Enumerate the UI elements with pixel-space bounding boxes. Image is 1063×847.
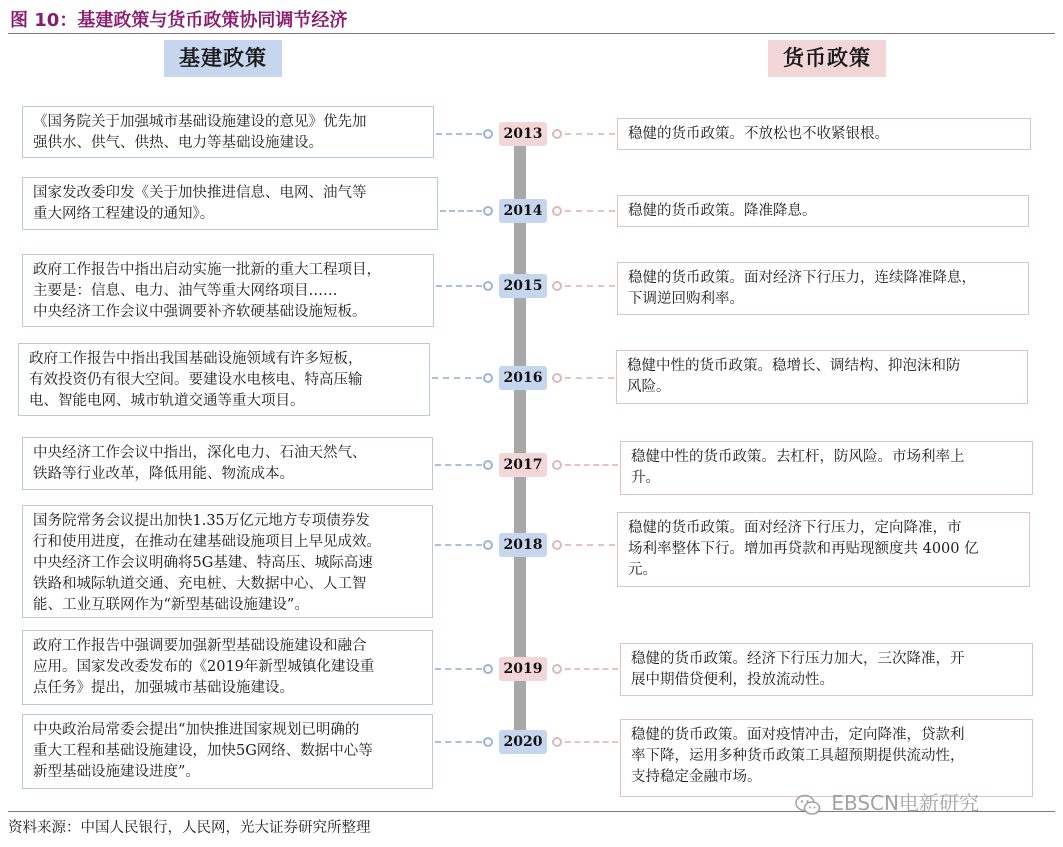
monetary-connector-node: [552, 664, 562, 674]
infra-policy-line: 应用。国家发改委发布的《2019年新型城镇化建设重: [33, 659, 375, 675]
monetary-policy-box: [616, 350, 1028, 404]
infra-policy-box: [22, 254, 434, 327]
infra-policy-line: 中央经济工作会议中指出，深化电力、石油天然气、: [33, 445, 367, 461]
monetary-policy-box: [620, 441, 1033, 495]
infra-policy-line: 《国务院关于加强城市基础设施建设的意见》优先加: [33, 114, 367, 130]
monetary-policy-line: 元。: [628, 562, 657, 578]
infra-policy-line: 铁路和城际轨道交通、充电桩、大数据中心、人工智: [33, 576, 367, 592]
monetary-connector-node: [552, 737, 562, 747]
year-badge: 2015: [499, 274, 547, 298]
infra-policy-line: 中央经济工作会议明确将5G基建、特高压、城际高速: [33, 555, 373, 571]
monetary-policy-box: [617, 262, 1029, 315]
monetary-connector-line: [565, 133, 615, 135]
year-badge: 2018: [499, 533, 547, 557]
infra-policy-box: [22, 106, 434, 158]
monetary-policy-line: 支持稳定金融市场。: [631, 769, 762, 785]
infra-policy-line: 政府工作报告中强调要加强新型基础设施建设和融合: [33, 638, 367, 654]
monetary-policy-line: 下调逆回购利率。: [628, 291, 744, 307]
monetary-policy-line: 稳健的货币政策。降准降息。: [628, 203, 817, 219]
year-badge: 2016: [499, 366, 547, 390]
infra-policy-line: 铁路等行业改革，降低用能、物流成本。: [33, 466, 294, 482]
monetary-policy-line: 稳健的货币政策。面对经济下行压力，定向降准，市: [628, 520, 962, 536]
infra-connector-line: [436, 285, 482, 287]
monetary-connector-node: [552, 206, 562, 216]
infra-connector-node: [483, 540, 493, 550]
monetary-policy-line: 升。: [631, 470, 660, 486]
infra-policy-line: 重大工程和基础设施建设，加快5G网络、数据中心等: [33, 743, 373, 759]
monetary-policy-line: 稳健的货币政策。面对经济下行压力，连续降准降息，: [628, 270, 976, 286]
monetary-connector-node: [552, 540, 562, 550]
infra-connector-line: [440, 210, 482, 212]
infra-policy-line: 主要是：信息、电力、油气等重大网络项目……: [33, 283, 338, 299]
monetary-policy-line: 稳健中性的货币政策。去杠杆，防风险。市场利率上: [631, 449, 965, 465]
infra-policy-line: 政府工作报告中指出启动实施一批新的重大工程项目，: [33, 262, 381, 278]
monetary-connector-node: [552, 281, 562, 291]
monetary-connector-line: [565, 377, 614, 379]
monetary-policy-box: [617, 118, 1031, 150]
monetary-connector-node: [552, 460, 562, 470]
monetary-policy-box: [620, 643, 1033, 696]
infra-connector-line: [435, 544, 482, 546]
wechat-icon: [795, 794, 821, 816]
monetary-connector-line: [565, 741, 618, 743]
year-badge: 2019: [499, 657, 547, 681]
year-badge: 2013: [499, 122, 547, 146]
monetary-policy-line: 率下降，运用多种货币政策工具超预期提供流动性，: [631, 748, 965, 764]
infra-connector-line: [435, 741, 482, 743]
top-divider: [8, 33, 1055, 34]
infra-connector-line: [435, 668, 482, 670]
monetary-policy-line: 风险。: [627, 379, 671, 395]
infra-policy-line: 强供水、供气、供热、电力等基础设施建设。: [33, 135, 323, 151]
infra-policy-box: [22, 630, 433, 705]
monetary-connector-node: [552, 129, 562, 139]
infra-connector-line: [436, 133, 482, 135]
monetary-connector-line: [565, 464, 618, 466]
monetary-policy-line: 稳健的货币政策。不放松也不收紧银根。: [628, 126, 889, 142]
monetary-policy-line: 稳健中性的货币政策。稳增长、调结构、抑泡沫和防: [627, 358, 961, 374]
figure-title: 图 10：基建政策与货币政策协同调节经济: [10, 10, 348, 31]
infra-connector-node: [483, 373, 493, 383]
infra-connector-line: [435, 464, 482, 466]
infra-connector-node: [483, 664, 493, 674]
infra-policy-box: [22, 177, 438, 230]
monetary-connector-node: [552, 373, 562, 383]
monetary-connector-line: [565, 544, 615, 546]
infra-connector-node: [483, 129, 493, 139]
monetary-policy-line: 稳健的货币政策。经济下行压力加大，三次降准，开: [631, 651, 965, 667]
infra-policy-line: 新型基础设施建设进度”。: [33, 764, 200, 780]
infra-policy-box: [22, 505, 433, 618]
infra-policy-line: 有效投资仍有很大空间。要建设水电核电、特高压输: [29, 372, 363, 388]
infra-policy-line: 政府工作报告中指出我国基础设施领域有许多短板，: [29, 351, 363, 367]
infra-connector-line: [432, 377, 482, 379]
monetary-policy-line: 展中期借贷便利，投放流动性。: [631, 672, 834, 688]
infra-policy-line: 中央政治局常委会提出“加快推进国家规划已明确的: [33, 722, 360, 738]
header-monetary-policy: 货币政策: [768, 40, 886, 77]
infra-policy-box: [22, 437, 433, 490]
year-badge: 2020: [499, 730, 547, 754]
monetary-policy-box: [617, 512, 1030, 587]
infra-policy-box: [22, 714, 433, 789]
monetary-policy-line: 稳健的货币政策。面对疫情冲击，定向降准，贷款利: [631, 727, 965, 743]
infra-policy-line: 国务院常务会议提出加快1.35万亿元地方专项债券发: [33, 513, 370, 529]
monetary-connector-line: [565, 285, 615, 287]
infra-policy-line: 电、智能电网、城市轨道交通等重大项目。: [29, 393, 305, 409]
watermark: [795, 787, 979, 816]
infra-policy-line: 点任务》提出，加强城市基础设施建设。: [33, 680, 294, 696]
infra-policy-line: 行和使用进度，在推动在建基础设施项目上早见成效。: [33, 534, 381, 550]
monetary-policy-box: [617, 195, 1029, 227]
infra-connector-node: [483, 737, 493, 747]
infra-policy-line: 能、工业互联网作为“新型基础设施建设”。: [33, 597, 309, 613]
monetary-policy-box: [620, 719, 1033, 797]
watermark-text: EBSCN电新研究: [831, 791, 979, 815]
year-badge: 2017: [499, 453, 547, 477]
infra-connector-node: [483, 281, 493, 291]
infra-policy-line: 重大网络工程建设的通知》。: [33, 206, 215, 222]
infra-policy-line: 中央经济工作会议中强调要补齐软硬基础设施短板。: [33, 304, 367, 320]
source-note: 资料来源：中国人民银行，人民网，光大证券研究所整理: [8, 820, 371, 836]
monetary-policy-line: 场利率整体下行。增加再贷款和再贴现额度共 4000 亿: [628, 541, 979, 557]
monetary-connector-line: [565, 668, 618, 670]
infra-connector-node: [483, 460, 493, 470]
infra-connector-node: [483, 206, 493, 216]
header-infrastructure-policy: 基建政策: [164, 40, 282, 77]
infra-policy-line: 国家发改委印发《关于加快推进信息、电网、油气等: [33, 185, 367, 201]
infra-policy-box: [18, 343, 430, 416]
year-badge: 2014: [499, 199, 547, 223]
monetary-connector-line: [565, 210, 615, 212]
